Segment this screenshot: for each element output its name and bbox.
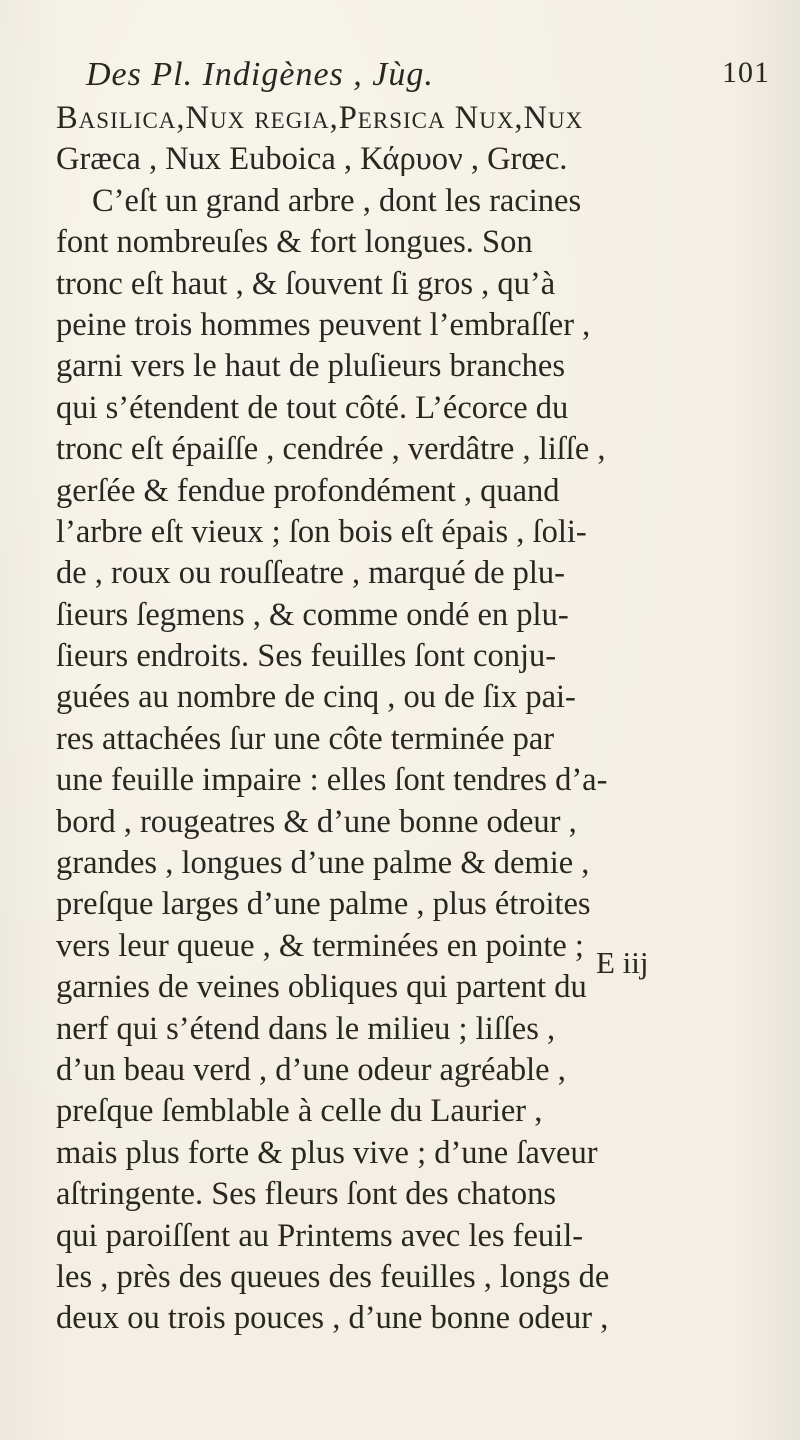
text-line: de , roux ou rouſſeatre , marqué de plu-: [56, 555, 565, 592]
text-line: res attachées ſur une côte terminée par: [56, 720, 555, 757]
text-line: une feuille impaire : elles ſont tendres d’a-: [56, 762, 608, 799]
running-head: Des Pl. Indigènes , Jùg.: [86, 56, 434, 93]
text-line: ſieurs endroits. Ses feuilles ſont conju-: [56, 638, 557, 675]
text-line: preſque larges d’une palme , plus étroites: [56, 886, 591, 923]
text-line: C’eſt un grand arbre , dont les racines: [92, 182, 582, 219]
text-line: tronc eſt épaiſſe , cendrée , verdâtre , liſſe ,: [56, 431, 606, 468]
signature-mark: E iij: [596, 945, 649, 980]
text-line: tronc eſt haut , & ſouvent ſi gros , qu’à: [56, 265, 556, 302]
text-line: mais plus forte & plus vive ; d’une ſaveur: [56, 1134, 598, 1171]
text-line: ſieurs ſegmens , & comme ondé en plu-: [56, 596, 569, 633]
text-line: garnies de veines obliques qui partent du: [56, 969, 587, 1006]
body-text: [56, 98, 786, 1340]
text-line: vers leur queue , & terminées en pointe ;: [56, 927, 584, 964]
text-line: deux ou trois pouces , d’une bonne odeur ,: [56, 1300, 609, 1337]
text-line: aſtringente. Ses fleurs ſont des chatons: [56, 1176, 557, 1213]
page-header: [86, 56, 776, 96]
text-line: l’arbre eſt vieux ; ſon bois eſt épais , ſoli-: [56, 513, 587, 550]
text-line: qui s’étendent de tout côté. L’écorce du: [56, 389, 569, 426]
text-line: garni vers le haut de pluſieurs branches: [56, 348, 565, 385]
text-line: peine trois hommes peuvent l’embraſſer ,: [56, 306, 591, 343]
text-line: guées au nombre de cinq , ou de ſix pai-: [56, 679, 576, 716]
text-line: grandes , longues d’une palme & demie ,: [56, 845, 590, 882]
page-number: 101: [722, 56, 770, 89]
text-line: font nombreuſes & fort longues. Son: [56, 224, 533, 261]
text-line: preſque ſemblable à celle du Laurier ,: [56, 1093, 543, 1130]
text-line: d’un beau verd , d’une odeur agréable ,: [56, 1051, 566, 1088]
text-line: nerf qui s’étend dans le milieu ; liſſes ,: [56, 1010, 556, 1047]
text-line: qui paroiſſent au Printems avec les feuil-: [56, 1217, 584, 1254]
text-line: Basilica,Nux regia,Persica Nux,Nux: [56, 100, 584, 136]
text-line: les , près des queues des feuilles , longs de: [56, 1258, 610, 1295]
text-line: Græca , Nux Euboica , Κάρυον , Grœc.: [56, 141, 568, 178]
text-line: gerſée & fendue profondément , quand: [56, 472, 560, 509]
text-line: bord , rougeatres & d’une bonne odeur ,: [56, 803, 577, 840]
